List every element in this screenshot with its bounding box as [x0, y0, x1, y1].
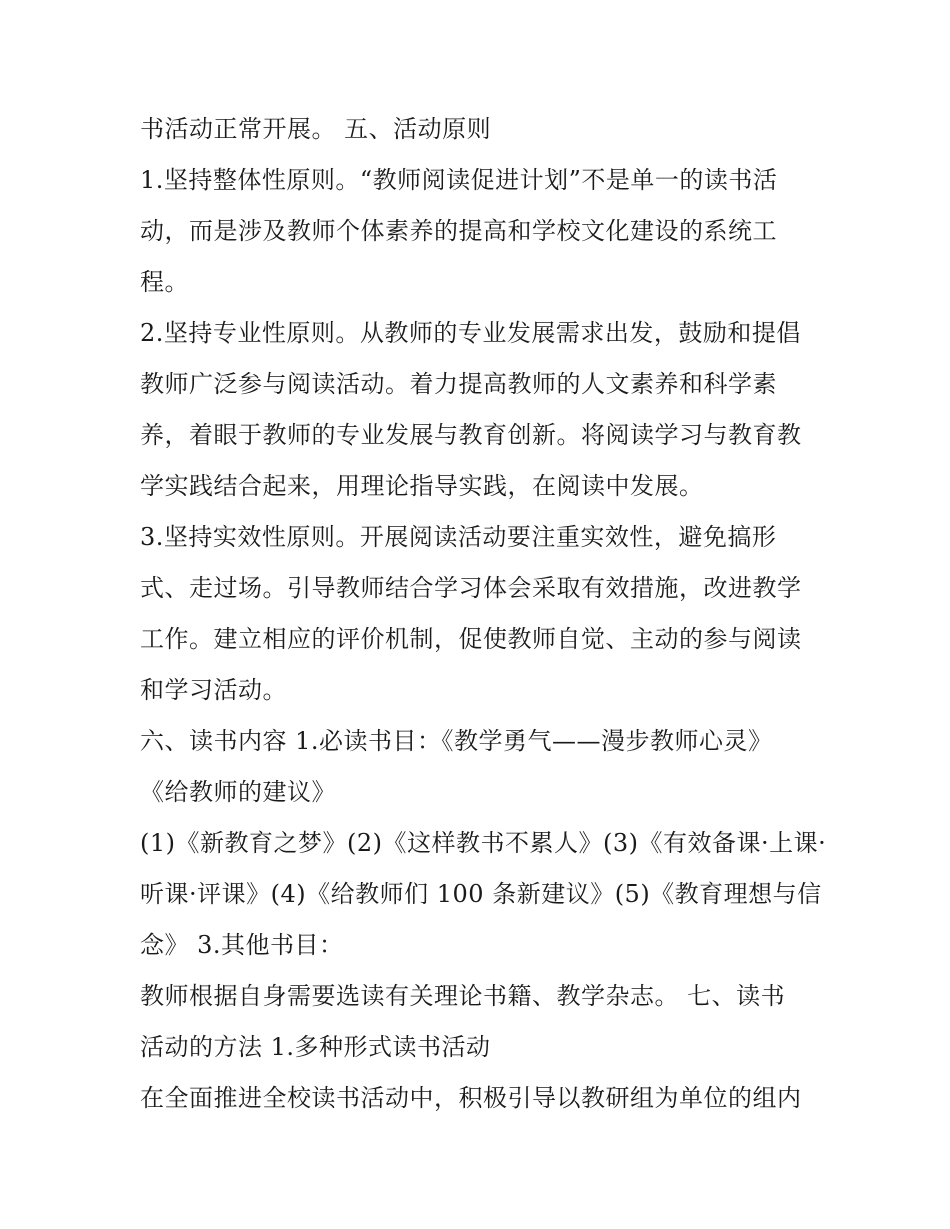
text-line: 念》 3.其他书目： [140, 931, 344, 959]
text-line: 2.坚持专业性原则。从教师的专业发展需求出发，鼓励和提倡 [140, 319, 801, 347]
text-line: 书活动正常开展。 五、活动原则 [140, 115, 492, 143]
text-line: 动，而是涉及教师个体素养的提高和学校文化建设的系统工 [140, 217, 777, 245]
text-line: 程。 [140, 268, 189, 296]
text-line: 养，着眼于教师的专业发展与教育创新。将阅读学习与教育教 [140, 421, 802, 449]
text-line: 1.坚持整体性原则。“教师阅读促进计划”不是单一的读书活 [140, 166, 778, 194]
text-line: 六、读书内容 1.必读书目：《教学勇气——漫步教师心灵》 [140, 727, 773, 755]
text-line: 听课·评课》(4)《给教师们 100 条新建议》(5)《教育理想与信 [140, 880, 822, 908]
text-line: 和学习活动。 [140, 676, 287, 704]
text-line: 3.坚持实效性原则。开展阅读活动要注重实效性，避免搞形 [140, 523, 777, 551]
text-line: 《给教师的建议》 [140, 778, 336, 806]
text-line: 工作。建立相应的评价机制，促使教师自觉、主动的参与阅读 [140, 625, 802, 653]
text-line: 在全面推进全校读书活动中，积极引导以教研组为单位的组内 [140, 1084, 802, 1112]
text-line: 教师根据自身需要选读有关理论书籍、教学杂志。 七、读书 [140, 982, 786, 1010]
text-line: 式、走过场。引导教师结合学习体会采取有效措施，改进教学 [140, 574, 802, 602]
text-line: (1)《新教育之梦》(2)《这样教书不累人》(3)《有效备课·上课· [140, 829, 827, 857]
text-line: 教师广泛参与阅读活动。着力提高教师的人文素养和科学素 [140, 370, 777, 398]
text-line: 学实践结合起来，用理论指导实践，在阅读中发展。 [140, 472, 704, 500]
document-page [140, 104, 830, 1124]
text-line: 活动的方法 1.多种形式读书活动 [140, 1033, 491, 1061]
